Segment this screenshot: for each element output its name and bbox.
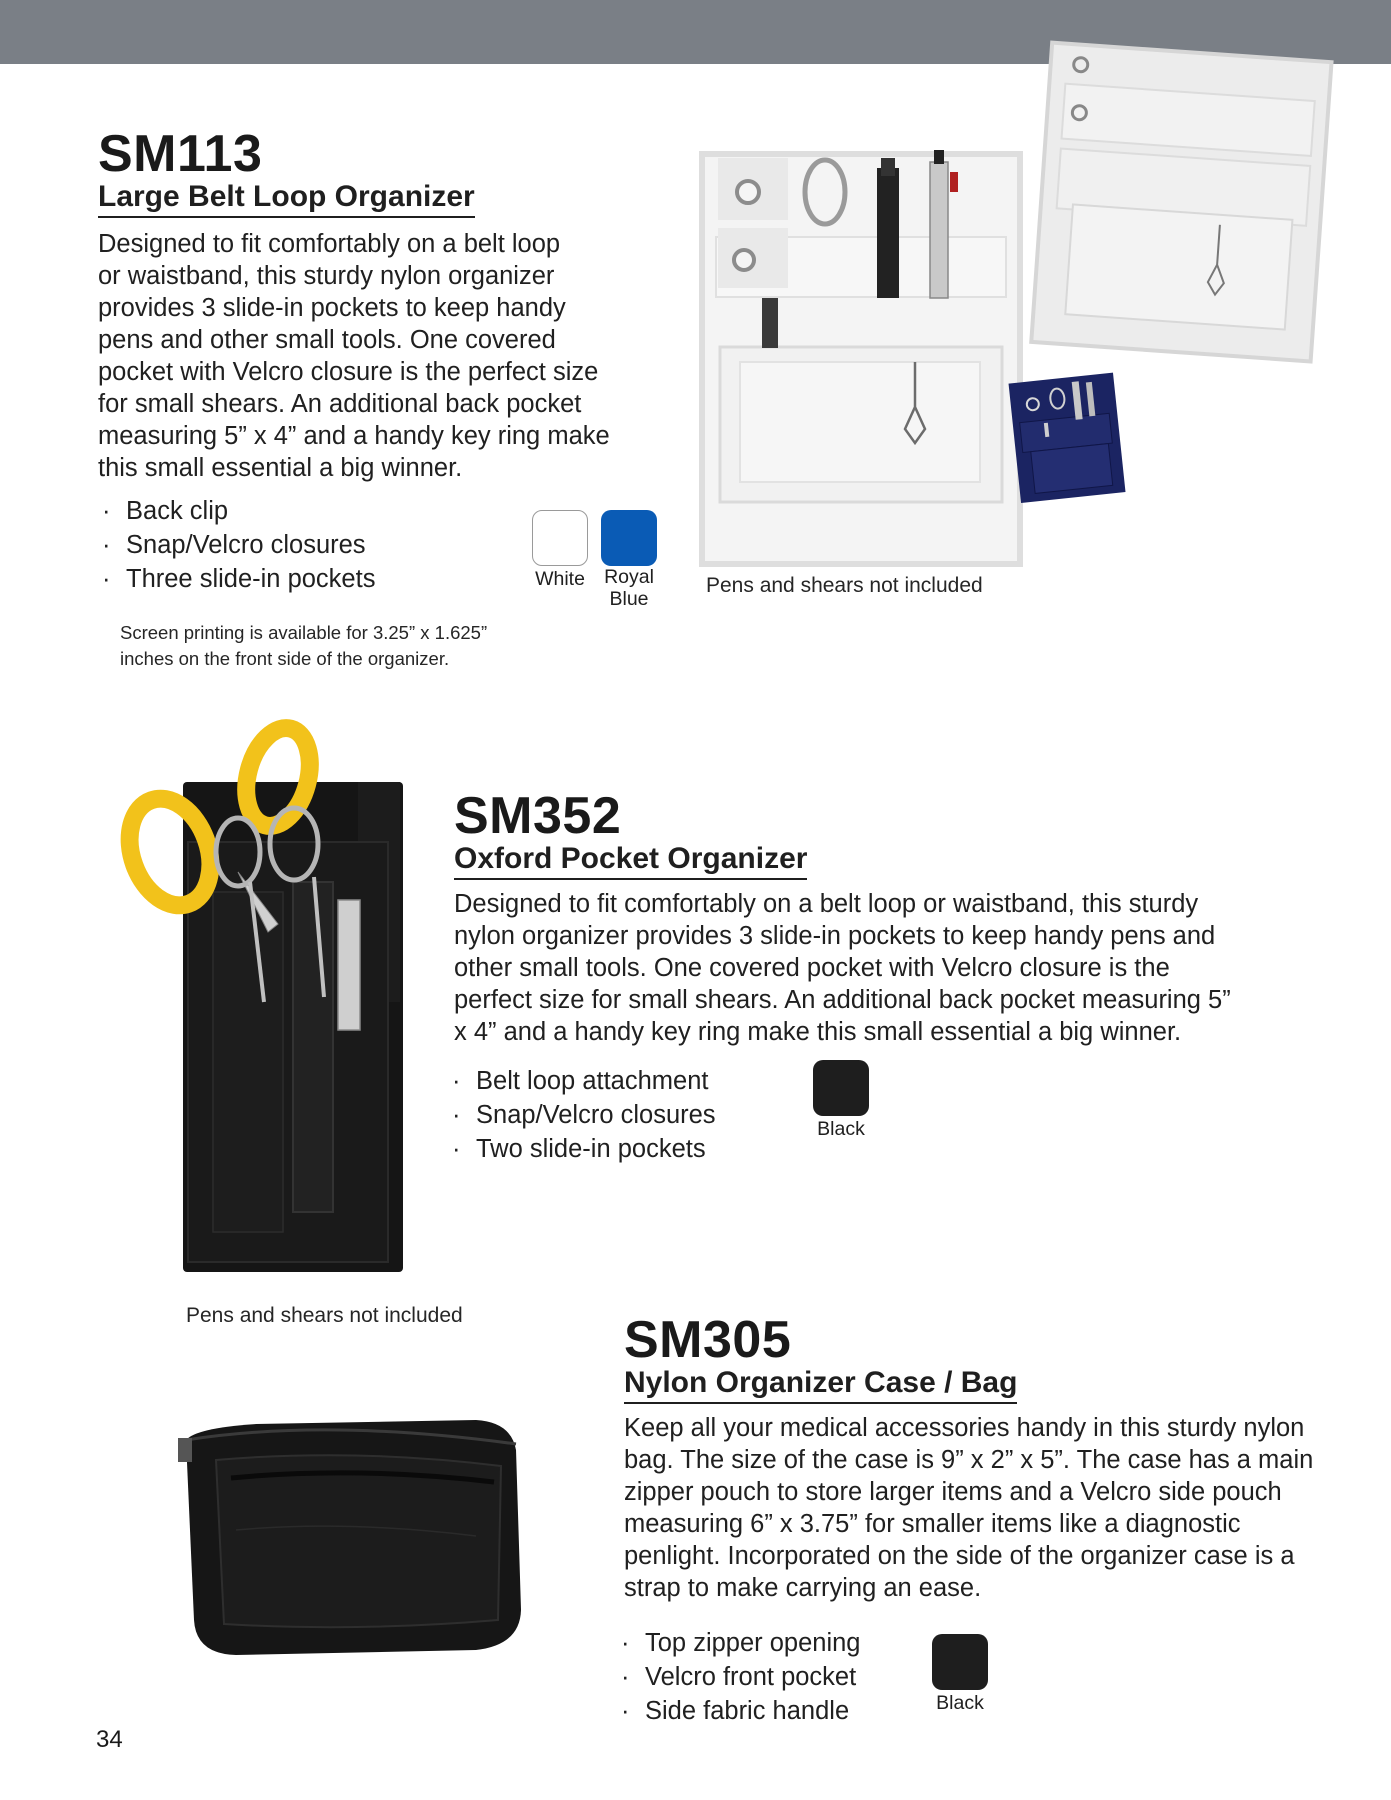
note-line: Screen printing is available for 3.25” x 1.625” <box>120 622 488 643</box>
swatch-label-line: Royal <box>604 566 654 588</box>
feature-item: · Belt loop attachment <box>448 1064 716 1098</box>
feature-item: · Two slide-in pockets <box>448 1132 716 1166</box>
back-organizer-image <box>1031 43 1331 362</box>
sm113-description-line: provides 3 slide-in pockets to keep handy <box>98 294 566 322</box>
feature-item: · Back clip <box>98 494 375 528</box>
sm305-description-line: penlight. Incorporated on the side of the organizer case is a <box>624 1542 1295 1570</box>
swatch-black-label: Black <box>817 1118 865 1140</box>
sm113-title: Large Belt Loop Organizer <box>98 180 475 218</box>
sm113-description-line: pocket with Velcro closure is the perfect size <box>98 358 599 386</box>
sm305-description-line: bag. The size of the case is 9” x 2” x 5”. The case has a main <box>624 1446 1314 1474</box>
sm352-description-line: perfect size for small shears. An additional back pocket measuring 5” <box>454 986 1231 1014</box>
sm352-code: SM352 <box>454 787 622 845</box>
swatch-black <box>813 1060 869 1116</box>
sm305-title: Nylon Organizer Case / Bag <box>624 1366 1017 1404</box>
sm113-photo-caption: Pens and shears not included <box>706 574 983 597</box>
note-line: inches on the front side of the organizer. <box>120 648 450 669</box>
sm305-description-line: zipper pouch to store larger items and a Velcro side pouch <box>624 1478 1282 1506</box>
sm352-description-line: other small tools. One covered pocket with Velcro closure is the <box>454 954 1170 982</box>
swatch-black <box>932 1634 988 1690</box>
feature-item: · Side fabric handle <box>617 1694 861 1728</box>
sm352-description <box>454 888 1334 1048</box>
sm352-photo-caption: Pens and shears not included <box>186 1304 463 1327</box>
sm352-description-line: Designed to fit comfortably on a belt loop or waistband, this sturdy <box>454 890 1199 918</box>
page-number: 34 <box>96 1726 123 1753</box>
sm305-description-line: strap to make carrying an ease. <box>624 1574 982 1602</box>
sm113-description-line: pens and other small tools. One covered <box>98 326 556 354</box>
sm305-code: SM305 <box>624 1311 792 1369</box>
sm113-description <box>98 228 658 484</box>
nylon-bag-photo <box>176 1410 536 1660</box>
feature-item: · Snap/Velcro closures <box>448 1098 716 1132</box>
swatch-royal-blue-label <box>589 566 669 610</box>
oxford-pocket-photo <box>118 722 418 1282</box>
sm113-description-line: this small essential a big winner. <box>98 454 463 482</box>
feature-item: · Snap/Velcro closures <box>98 528 375 562</box>
feature-item: · Top zipper opening <box>617 1626 861 1660</box>
feature-item: · Velcro front pocket <box>617 1660 861 1694</box>
sm113-code: SM113 <box>98 125 263 183</box>
sm113-feature-list <box>98 494 375 596</box>
sm113-description-line: or waistband, this sturdy nylon organizer <box>98 262 555 290</box>
swatch-white-label: White <box>535 568 585 590</box>
sm352-description-line: x 4” and a handy key ring make this small essential a big winner. <box>454 1018 1182 1046</box>
sm352-description-line: nylon organizer provides 3 slide-in pockets to keep handy pens and <box>454 922 1216 950</box>
feature-item: · Three slide-in pockets <box>98 562 375 596</box>
swatch-white <box>532 510 588 566</box>
swatch-black-label: Black <box>936 1692 984 1714</box>
sm305-description-line: Keep all your medical accessories handy in this sturdy nylon <box>624 1414 1305 1442</box>
nylon-bag-image <box>178 1420 521 1655</box>
swatch-label-line: Blue <box>609 588 649 610</box>
sm113-description-line: Designed to fit comfortably on a belt loop <box>98 230 561 258</box>
screen-printing-note <box>120 620 487 672</box>
sm352-feature-list <box>448 1064 716 1166</box>
sm113-description-line: for small shears. An additional back pocket <box>98 390 582 418</box>
front-organizer-image <box>702 150 1020 564</box>
swatch-royal-blue <box>601 510 657 566</box>
navy-organizer-image <box>1009 373 1126 503</box>
sm113-description-line: measuring 5” x 4” and a handy key ring make <box>98 422 610 450</box>
sm305-description <box>624 1412 1364 1604</box>
sm305-description-line: measuring 6” x 3.75” for smaller items like a diagnostic <box>624 1510 1241 1538</box>
sm352-title: Oxford Pocket Organizer <box>454 842 807 880</box>
belt-organizer-photo <box>700 62 1330 572</box>
sm305-feature-list <box>617 1626 861 1728</box>
